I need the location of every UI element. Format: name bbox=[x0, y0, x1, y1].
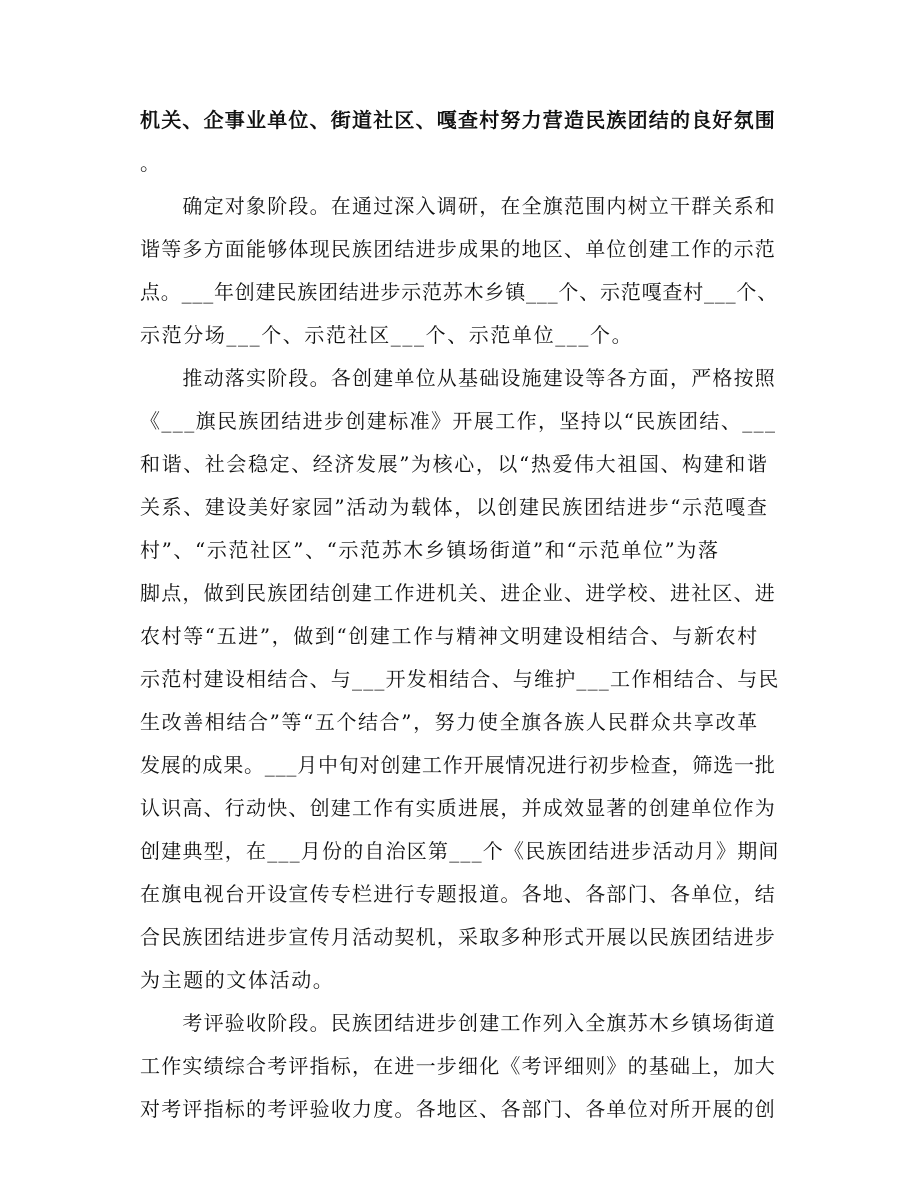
text-line: 。 bbox=[140, 151, 162, 175]
text-line: 和谐、社会稳定、经济发展”为核心，以“热爱伟大祖国、构建和谐 bbox=[140, 452, 769, 476]
text-line: 确定对象阶段。在通过深入调研，在全旗范围内树立干群关系和 bbox=[140, 194, 776, 218]
text-line: 村”、“示范社区”、“示范苏木乡镇场街道”和“示范单位”为落 bbox=[140, 538, 720, 562]
text-line: 在旗电视台开设宣传专栏进行专题报道。各地、各部门、各单位，结 bbox=[140, 882, 776, 906]
text-line: 考评验收阶段。民族团结进步创建工作列入全旗苏木乡镇场街道 bbox=[140, 1011, 776, 1035]
text-line: 点。___年创建民族团结进步示范苏木乡镇___个、示范嘎查村___个、 bbox=[140, 280, 778, 304]
text-line: 谐等多方面能够体现民族团结进步成果的地区、单位创建工作的示范 bbox=[140, 237, 776, 261]
text-line: 合民族团结进步宣传月活动契机，采取多种形式开展以民族团结进步 bbox=[140, 925, 776, 949]
text-line: 示范村建设相结合、与___开发相结合、与维护___工作相结合、与民 bbox=[140, 667, 780, 691]
text-line: 脚点，做到民族团结创建工作进机关、进企业、进学校、进社区、进 bbox=[140, 581, 776, 605]
text-line: 对考评指标的考评验收力度。各地区、各部门、各单位对所开展的创 bbox=[140, 1097, 776, 1121]
text-line: 《___旗民族团结进步创建标准》开展工作，坚持以“民族团结、___ bbox=[140, 409, 777, 433]
text-line: 创建典型，在___月份的自治区第___个《民族团结进步活动月》期间 bbox=[140, 839, 780, 863]
text-line: 工作实绩综合考评指标，在进一步细化《考评细则》的基础上，加大 bbox=[140, 1054, 776, 1078]
text-line: 发展的成果。___月中旬对创建工作开展情况进行初步检查，筛选一批 bbox=[140, 753, 776, 777]
text-line: 关系、建设美好家园”活动为载体，以创建民族团结进步“示范嘎查 bbox=[140, 495, 769, 519]
text-line: 示范分场___个、示范社区___个、示范单位___个。 bbox=[140, 323, 634, 347]
text-line: 为主题的文体活动。 bbox=[140, 968, 335, 992]
text-line: 认识高、行动快、创建工作有实质进展，并成效显著的创建单位作为 bbox=[140, 796, 776, 820]
text-line: 生改善相结合”等“五个结合”，努力使全旗各族人民群众共享改革 bbox=[140, 710, 759, 734]
text-line: 推动落实阶段。各创建单位从基础设施建设等各方面，严格按照 bbox=[140, 366, 776, 390]
text-line: 农村等“五进”，做到“创建工作与精神文明建设相结合、与新农村 bbox=[140, 624, 759, 648]
heading-line: 机关、企事业单位、街道社区、嘎查村努力营造民族团结的良好氛围 bbox=[140, 108, 776, 132]
